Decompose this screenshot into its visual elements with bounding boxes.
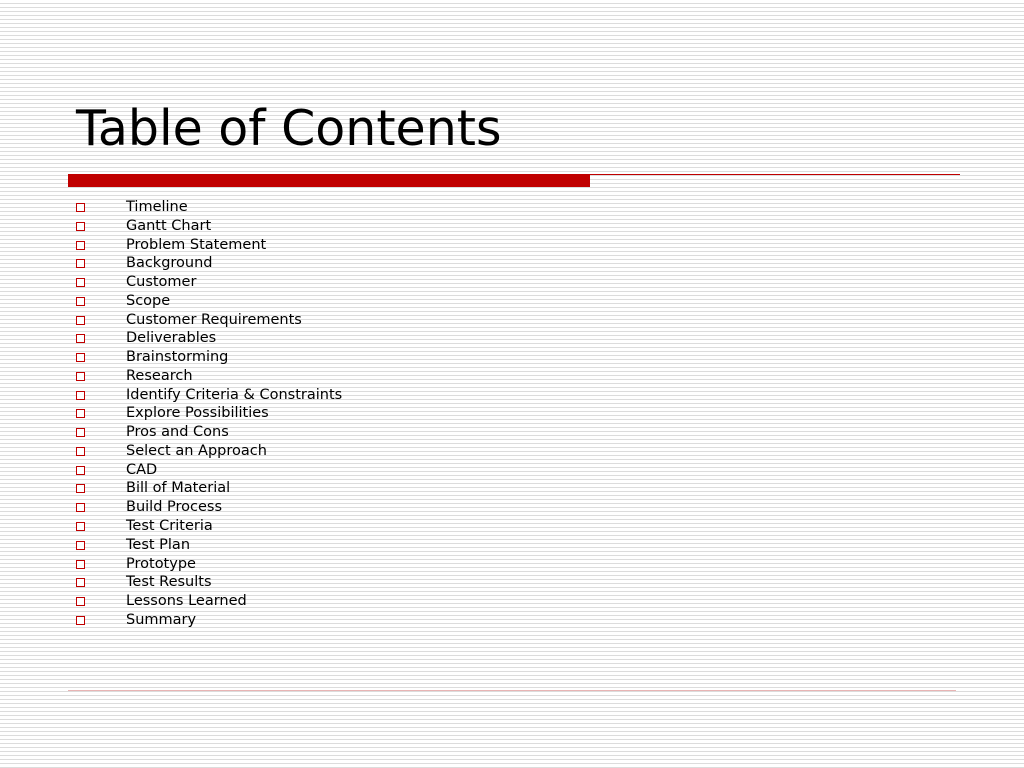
toc-item-label: Test Plan — [126, 536, 191, 553]
toc-item-label: Research — [126, 367, 193, 384]
toc-item-label: Test Results — [126, 574, 212, 591]
hollow-square-icon — [76, 578, 85, 587]
hollow-square-icon — [76, 466, 85, 475]
toc-item-label: Deliverables — [126, 330, 217, 347]
toc-item-label: CAD — [126, 461, 158, 478]
hollow-square-icon — [76, 203, 85, 212]
hollow-square-icon — [76, 259, 85, 268]
toc-item-label: Select an Approach — [126, 442, 267, 459]
hollow-square-icon — [76, 409, 85, 418]
hollow-square-icon — [76, 541, 85, 550]
toc-item-label: Prototype — [126, 555, 196, 572]
footer-divider — [68, 690, 956, 691]
hollow-square-icon — [76, 428, 85, 437]
hollow-square-icon — [76, 560, 85, 569]
toc-item-label: Customer — [126, 274, 197, 291]
hollow-square-icon — [76, 297, 85, 306]
title-underline-thick — [68, 174, 590, 187]
hollow-square-icon — [76, 316, 85, 325]
toc-item-label: Summary — [126, 611, 197, 628]
title-underline-thin — [590, 174, 960, 175]
slide-title: Table of Contents — [76, 100, 502, 157]
hollow-square-icon — [76, 484, 85, 493]
hollow-square-icon — [76, 503, 85, 512]
toc-item-label: Timeline — [126, 199, 188, 215]
toc-item-label: Customer Requirements — [126, 311, 302, 328]
hollow-square-icon — [76, 391, 85, 400]
hollow-square-icon — [76, 278, 85, 287]
hollow-square-icon — [76, 597, 85, 606]
toc-item-label: Background — [126, 255, 213, 272]
hollow-square-icon — [76, 241, 85, 250]
toc-item-label: Bill of Material — [126, 480, 231, 497]
toc-item-label: Explore Possibilities — [126, 405, 269, 422]
hollow-square-icon — [76, 447, 85, 456]
toc-item-label: Build Process — [126, 499, 223, 516]
hollow-square-icon — [76, 353, 85, 362]
hollow-square-icon — [76, 222, 85, 231]
toc-item-label: Lessons Learned — [126, 593, 247, 610]
toc-item-label: Problem Statement — [126, 236, 267, 253]
toc-item-label: Brainstorming — [126, 349, 229, 366]
hollow-square-icon — [76, 522, 85, 531]
toc-item-label: Identify Criteria & Constraints — [126, 386, 343, 403]
toc-item-label: Pros and Cons — [126, 424, 229, 441]
toc-item-label: Gantt Chart — [126, 217, 212, 234]
toc-item-label: Test Criteria — [126, 518, 213, 535]
toc-item-label: Scope — [126, 292, 171, 309]
hollow-square-icon — [76, 616, 85, 625]
hollow-square-icon — [76, 334, 85, 343]
hollow-square-icon — [76, 372, 85, 381]
